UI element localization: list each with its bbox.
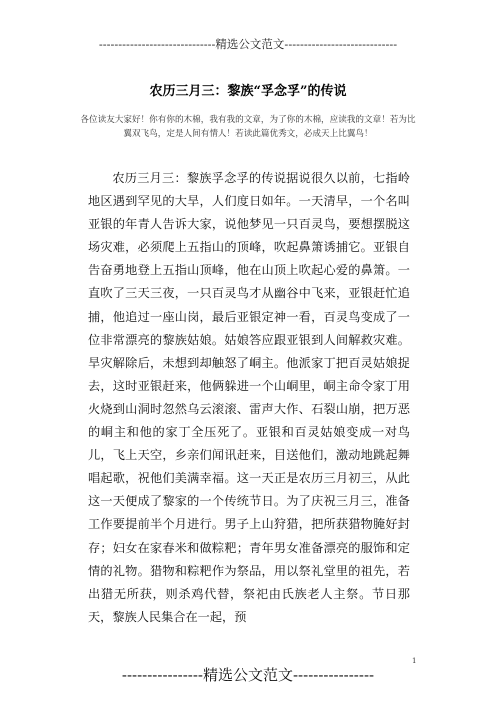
body-paragraph: 农历三月三：黎族孚念孚的传说据说很久以前，七指岭地区遇到罕见的大旱，人们度日如年。一天清早，一个名叫亚银的年青人告诉大家，说他梦见一只百灵鸟，要想摆脱这场灾难，必须爬上五指山的顶峰，吹起鼻箫诱捕它。亚银自告奋勇地登上五指山顶峰，他在山顶上吹起心爱的鼻箫。一直吹了三天三夜，一只百灵鸟才从幽谷中飞来，亚银赶忙追捕，他追过一座山岗，最后亚银定神一看，百灵鸟变成了一位非常漂亮的黎族姑娘。姑娘答应跟亚银到人间解救灾难。旱灾解除后，未想到却触怒了峒主。他派家丁把百灵姑娘捉去，这时亚银赶来，他俩躲进一个山峒里，峒主命令家丁用火烧到山洞时忽然乌云滚滚、雷声大作、石裂山崩，把万恶的峒主和他的家丁全压死了。亚银和百灵姑娘变成一对鸟儿，飞上天空，乡亲们闻讯赶来，目送他们，激动地跳起舞唱起歌，祝他们美满幸福。这一天正是农历三月初三，从此这一天便成了黎家的一个传统节日。为了庆祝三月三，准备工作要提前半个月进行。男子上山狩猎，把所获猎物腌好封存；妇女在家春米和做粽粑；青年男女准备漂亮的服饰和定情的礼物。猎物和粽粑作为祭品，用以祭礼堂里的祖先，若出猎无所获，则杀鸡代替，祭祀由氏族老人主祭。节日那天，黎族人民集合在一起，预	[88, 171, 410, 624]
header-banner: ------------------------------精选公文范文-----------------------------	[98, 37, 398, 51]
document-title: 农历三月三：黎族“孚念孚”的传说	[149, 84, 347, 99]
footer-banner: ----------------精选公文范文----------------	[121, 666, 375, 684]
intro-paragraph: 各位读友大家好！你有你的木棉，我有我的文章，为了你的木棉，应读我的文章！若为比翼双飞鸟，定是人间有情人！若读此篇优秀文，必成天上比翼鸟！	[80, 115, 416, 139]
page-number: 1	[412, 657, 417, 665]
